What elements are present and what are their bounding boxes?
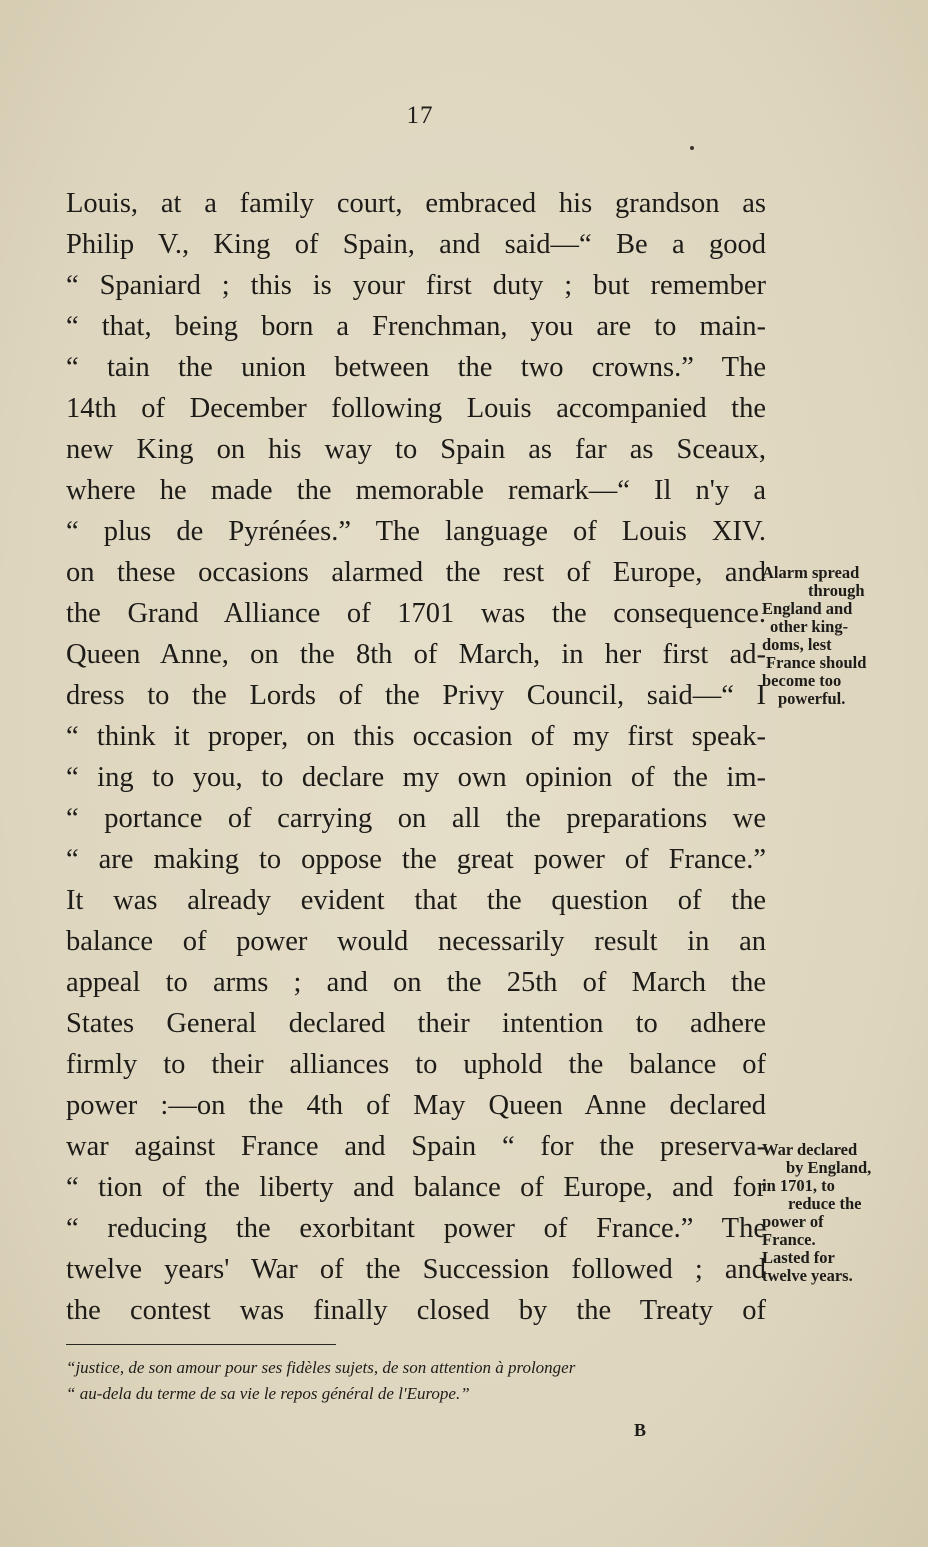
margin-note-line: France should bbox=[766, 653, 867, 672]
margin-note-alarm bbox=[762, 564, 912, 708]
body-line: war against France and Spain “ for the preserva- bbox=[66, 1131, 766, 1162]
page-number: 17 bbox=[406, 102, 434, 129]
body-line: Louis, at a family court, embraced his grandson as bbox=[66, 188, 766, 219]
body-line: “ reducing the exorbitant power of France.” The bbox=[66, 1213, 766, 1244]
body-line: the contest was finally closed by the Treaty of bbox=[66, 1295, 766, 1326]
margin-note-line: in 1701, to bbox=[762, 1176, 835, 1195]
body-line: on these occasions alarmed the rest of Europe, and bbox=[66, 557, 766, 588]
margin-note-line: by England, bbox=[786, 1158, 872, 1177]
footnote bbox=[66, 1355, 786, 1407]
body-line: “ tion of the liberty and balance of Europe, and for bbox=[66, 1172, 766, 1203]
body-line: dress to the Lords of the Privy Council, said—“ I bbox=[66, 680, 766, 711]
body-line: Queen Anne, on the 8th of March, in her first ad- bbox=[66, 639, 766, 670]
margin-note-line: Lasted for bbox=[762, 1248, 835, 1267]
body-line: “ are making to oppose the great power of France.” bbox=[66, 844, 766, 875]
body-line: “ portance of carrying on all the preparations we bbox=[66, 803, 766, 834]
margin-note-line: reduce the bbox=[788, 1194, 862, 1213]
body-line: balance of power would necessarily result in an bbox=[66, 926, 766, 957]
margin-note-line: France. bbox=[762, 1230, 816, 1249]
margin-note-line: other king- bbox=[770, 617, 849, 636]
body-line: twelve years' War of the Succession followed ; and bbox=[66, 1254, 766, 1285]
body-line: It was already evident that the question of the bbox=[66, 885, 766, 916]
margin-note-line: through bbox=[808, 581, 865, 600]
body-line: States General declared their intention to adhere bbox=[66, 1008, 766, 1039]
margin-note-line: powerful. bbox=[778, 689, 846, 708]
margin-note-line: War declared bbox=[762, 1140, 858, 1159]
body-line: the Grand Alliance of 1701 was the consequence. bbox=[66, 598, 766, 629]
body-line: power :—on the 4th of May Queen Anne declared bbox=[66, 1090, 766, 1121]
body-line: “ tain the union between the two crowns.” The bbox=[66, 352, 766, 383]
body-line: Philip V., King of Spain, and said—“ Be a good bbox=[66, 229, 766, 260]
body-line: “ plus de Pyrénées.” The language of Louis XIV. bbox=[66, 516, 766, 547]
footnote-line: “ au-dela du terme de sa vie le repos général de l'Europe.” bbox=[66, 1384, 470, 1403]
signature-mark: B bbox=[634, 1420, 647, 1440]
margin-note-line: twelve years. bbox=[762, 1266, 853, 1285]
body-line: new King on his way to Spain as far as Sceaux, bbox=[66, 434, 766, 465]
ink-speck bbox=[690, 146, 694, 150]
margin-note-line: power of bbox=[762, 1212, 824, 1231]
margin-note-line: Alarm spread bbox=[762, 563, 860, 582]
margin-note-line: England and bbox=[762, 599, 853, 618]
margin-note-war bbox=[762, 1141, 912, 1285]
body-text bbox=[66, 183, 766, 1331]
body-line: “ ing to you, to declare my own opinion of the im- bbox=[66, 762, 766, 793]
margin-note-line: doms, lest bbox=[762, 635, 832, 654]
footnote-line: “justice, de son amour pour ses fidèles sujets, de son attention à prolonger bbox=[66, 1358, 576, 1377]
body-line: 14th of December following Louis accompanied the bbox=[66, 393, 766, 424]
body-line: “ Spaniard ; this is your first duty ; but remember bbox=[66, 270, 766, 301]
body-line: where he made the memorable remark—“ Il n'y a bbox=[66, 475, 766, 506]
body-line: firmly to their alliances to uphold the balance of bbox=[66, 1049, 766, 1080]
margin-note-line: become too bbox=[762, 671, 842, 690]
footnote-rule bbox=[66, 1344, 336, 1345]
body-line: “ that, being born a Frenchman, you are to main- bbox=[66, 311, 766, 342]
body-line: appeal to arms ; and on the 25th of March the bbox=[66, 967, 766, 998]
body-line: “ think it proper, on this occasion of my first speak- bbox=[66, 721, 766, 752]
